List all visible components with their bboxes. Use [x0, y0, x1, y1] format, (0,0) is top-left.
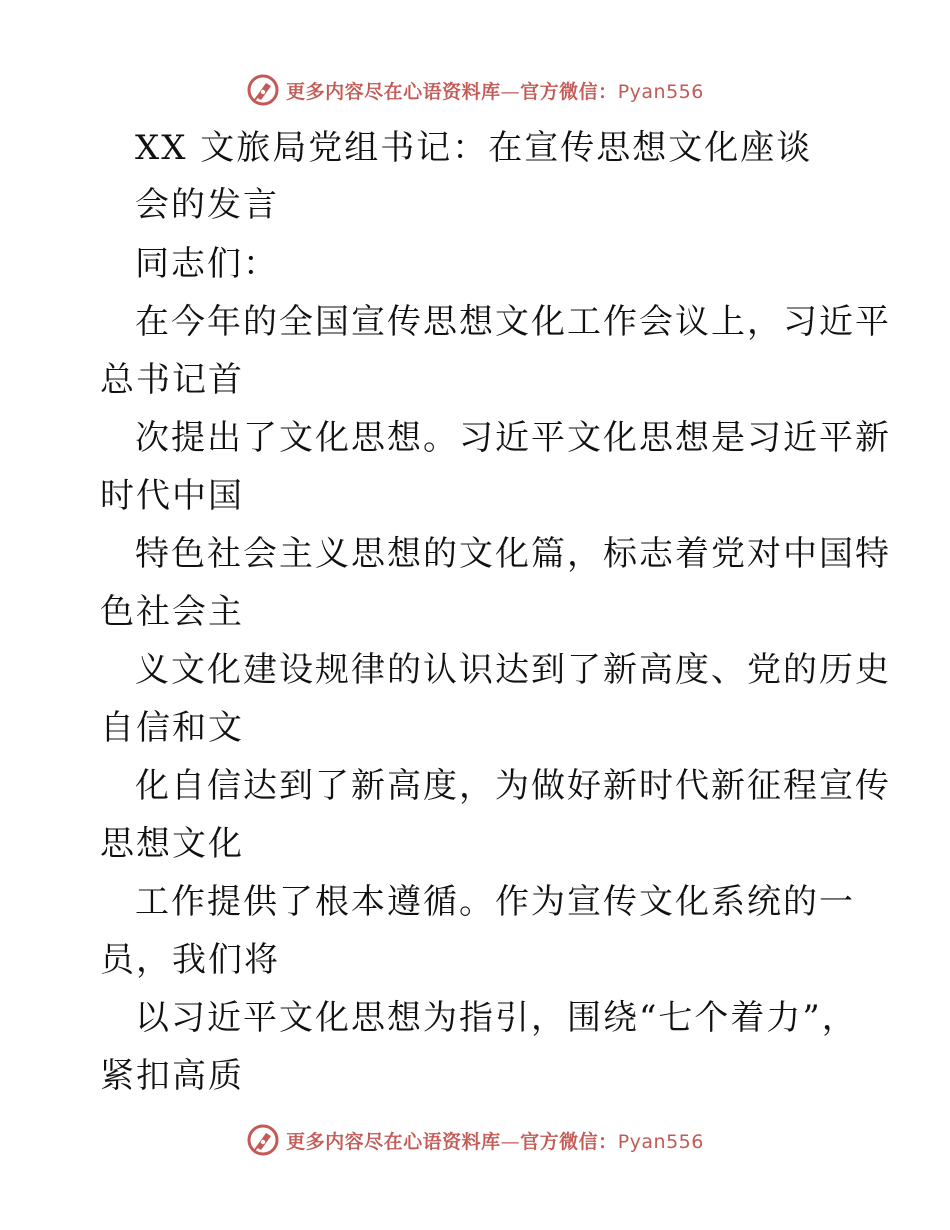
- pen-nib-logo-icon: [246, 1123, 280, 1157]
- footer-banner: [0, 1120, 950, 1160]
- document-line: 时代中国: [100, 476, 244, 516]
- document-salutation: 同志们：: [135, 244, 279, 284]
- banner-wechat-label: 官方微信：: [520, 1130, 618, 1153]
- document-line: 员，我们将: [100, 940, 280, 980]
- document-line: 以习近平文化思想为指引，围绕“七个着力”，: [135, 998, 858, 1038]
- document-line: 工作提供了根本遵循。作为宣传文化系统的一: [135, 882, 855, 922]
- banner-wechat-handle: Pyan556: [617, 1130, 704, 1153]
- document-line: 总书记首: [100, 360, 244, 400]
- banner-wechat-handle: Pyan556: [617, 80, 704, 103]
- document-line: 思想文化: [100, 824, 244, 864]
- document-line: 紧扣高质: [100, 1056, 244, 1096]
- document-title-line-2: 会的发言: [135, 185, 279, 225]
- banner-dash: —: [500, 1130, 521, 1153]
- banner-main-text: 更多内容尽在心语资料库: [286, 1130, 501, 1153]
- document-line: 色社会主: [100, 592, 244, 632]
- document-line: 化自信达到了新高度，为做好新时代新征程宣传: [135, 766, 891, 806]
- document-line: 自信和文: [100, 708, 244, 748]
- banner-wechat-label: 官方微信：: [520, 80, 618, 103]
- document-line: 在今年的全国宣传思想文化工作会议上，习近平: [135, 302, 891, 342]
- banner-main-text: 更多内容尽在心语资料库: [286, 80, 501, 103]
- document-title-line-1: XX 文旅局党组书记：在宣传思想文化座谈: [135, 128, 813, 168]
- document-line: 特色社会主义思想的文化篇，标志着党对中国特: [135, 534, 891, 574]
- banner-text: [286, 1127, 704, 1154]
- document-line: 义文化建设规律的认识达到了新高度、党的历史: [135, 650, 891, 690]
- document-line: 次提出了文化思想。习近平文化思想是习近平新: [135, 418, 891, 458]
- banner-dash: —: [500, 80, 521, 103]
